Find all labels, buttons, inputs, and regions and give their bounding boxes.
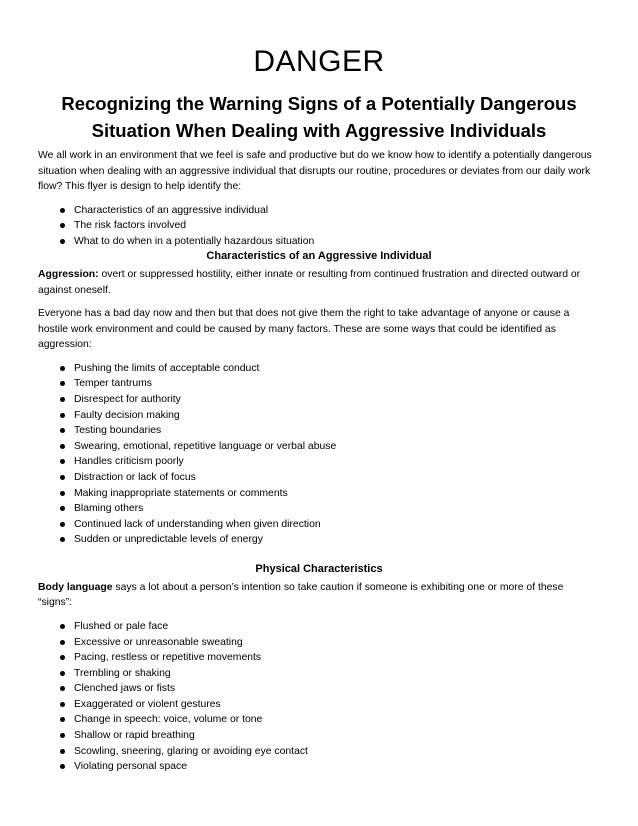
bullet-icon bbox=[60, 475, 65, 480]
list-item: Change in speech: voice, volume or tone bbox=[60, 712, 600, 728]
list-item: The risk factors involved bbox=[60, 218, 600, 234]
bullet-icon bbox=[60, 537, 65, 542]
section-heading-characteristics: Characteristics of an Aggressive Individual bbox=[206, 250, 432, 263]
list-item: What to do when in a potentially hazardous situation bbox=[60, 234, 600, 250]
definition-text: overt or suppressed hostility, either innate or resulting from continued frustration and directed outward or against oneself. bbox=[38, 269, 581, 296]
list-item: Disrespect for authority bbox=[60, 392, 600, 408]
list-item: Continued lack of understanding when given direction bbox=[60, 517, 600, 533]
list-item: Excessive or unreasonable sweating bbox=[60, 635, 600, 651]
aggression-paragraph: Everyone has a bad day now and then but that does not give them the right to take advantage of anyone or cause a hostile work environment and could be caused by many factors. These are some ways that could be identified as aggression: bbox=[38, 308, 570, 351]
body-language-term: Body language bbox=[38, 581, 113, 593]
bullet-icon bbox=[60, 671, 65, 676]
page-subtitle: Recognizing the Warning Signs of a Potentially Dangerous Situation When Dealing with Aggressive Individuals bbox=[61, 93, 577, 141]
definition-term: Aggression: bbox=[38, 269, 99, 281]
list-item: Pacing, restless or repetitive movements bbox=[60, 650, 600, 666]
list-item: Making inappropriate statements or comments bbox=[60, 486, 600, 502]
list-item: Trembling or shaking bbox=[60, 666, 600, 682]
bullet-icon bbox=[60, 733, 65, 738]
bullet-icon bbox=[60, 366, 65, 371]
physical-list bbox=[38, 619, 600, 775]
bullet-icon bbox=[60, 208, 65, 213]
page-title: DANGER bbox=[253, 45, 385, 78]
aggression-list bbox=[38, 361, 600, 548]
bullet-icon bbox=[60, 506, 65, 511]
list-item: Swearing, emotional, repetitive language or verbal abuse bbox=[60, 439, 600, 455]
bullet-icon bbox=[60, 624, 65, 629]
aggression-definition bbox=[38, 267, 600, 298]
list-item: Scowling, sneering, glaring or avoiding eye contact bbox=[60, 744, 600, 760]
intro-paragraph: We all work in an environment that we feel is safe and productive but do we know how to identify a potentially dangerous situation when dealing with an aggressive individual that disrupts our routine, procedures or deviates from our daily work flow? This flyer is design to help identify the: bbox=[38, 150, 592, 192]
list-item: Distraction or lack of focus bbox=[60, 470, 600, 486]
bullet-icon bbox=[60, 717, 65, 722]
list-item: Sudden or unpredictable levels of energy bbox=[60, 532, 600, 548]
bullet-icon bbox=[60, 655, 65, 660]
bullet-icon bbox=[60, 381, 65, 386]
bullet-icon bbox=[60, 444, 65, 449]
bullet-icon bbox=[60, 764, 65, 769]
intro-list bbox=[38, 203, 600, 250]
body-language-text: says a lot about a person’s intention so take caution if someone is exhibiting one or more of these “signs”: bbox=[38, 581, 564, 609]
bullet-icon bbox=[60, 459, 65, 464]
list-item: Testing boundaries bbox=[60, 423, 600, 439]
bullet-icon bbox=[60, 413, 65, 418]
bullet-icon bbox=[60, 428, 65, 433]
list-item: Temper tantrums bbox=[60, 376, 600, 392]
section-heading-physical: Physical Characteristics bbox=[255, 562, 383, 575]
list-item: Characteristics of an aggressive individual bbox=[60, 203, 600, 219]
list-item: Exaggerated or violent gestures bbox=[60, 697, 600, 713]
list-item: Shallow or rapid breathing bbox=[60, 728, 600, 744]
list-item: Flushed or pale face bbox=[60, 619, 600, 635]
bullet-icon bbox=[60, 749, 65, 754]
bullet-icon bbox=[60, 702, 65, 707]
bullet-icon bbox=[60, 522, 65, 527]
bullet-icon bbox=[60, 239, 65, 244]
bullet-icon bbox=[60, 223, 65, 228]
bullet-icon bbox=[60, 640, 65, 645]
list-item: Blaming others bbox=[60, 501, 600, 517]
bullet-icon bbox=[60, 491, 65, 496]
list-item: Violating personal space bbox=[60, 759, 600, 775]
list-item: Pushing the limits of acceptable conduct bbox=[60, 361, 600, 377]
list-item: Faulty decision making bbox=[60, 408, 600, 424]
bullet-icon bbox=[60, 686, 65, 691]
list-item: Clenched jaws or fists bbox=[60, 681, 600, 697]
body-language-paragraph bbox=[38, 580, 600, 611]
bullet-icon bbox=[60, 397, 65, 402]
list-item: Handles criticism poorly bbox=[60, 454, 600, 470]
